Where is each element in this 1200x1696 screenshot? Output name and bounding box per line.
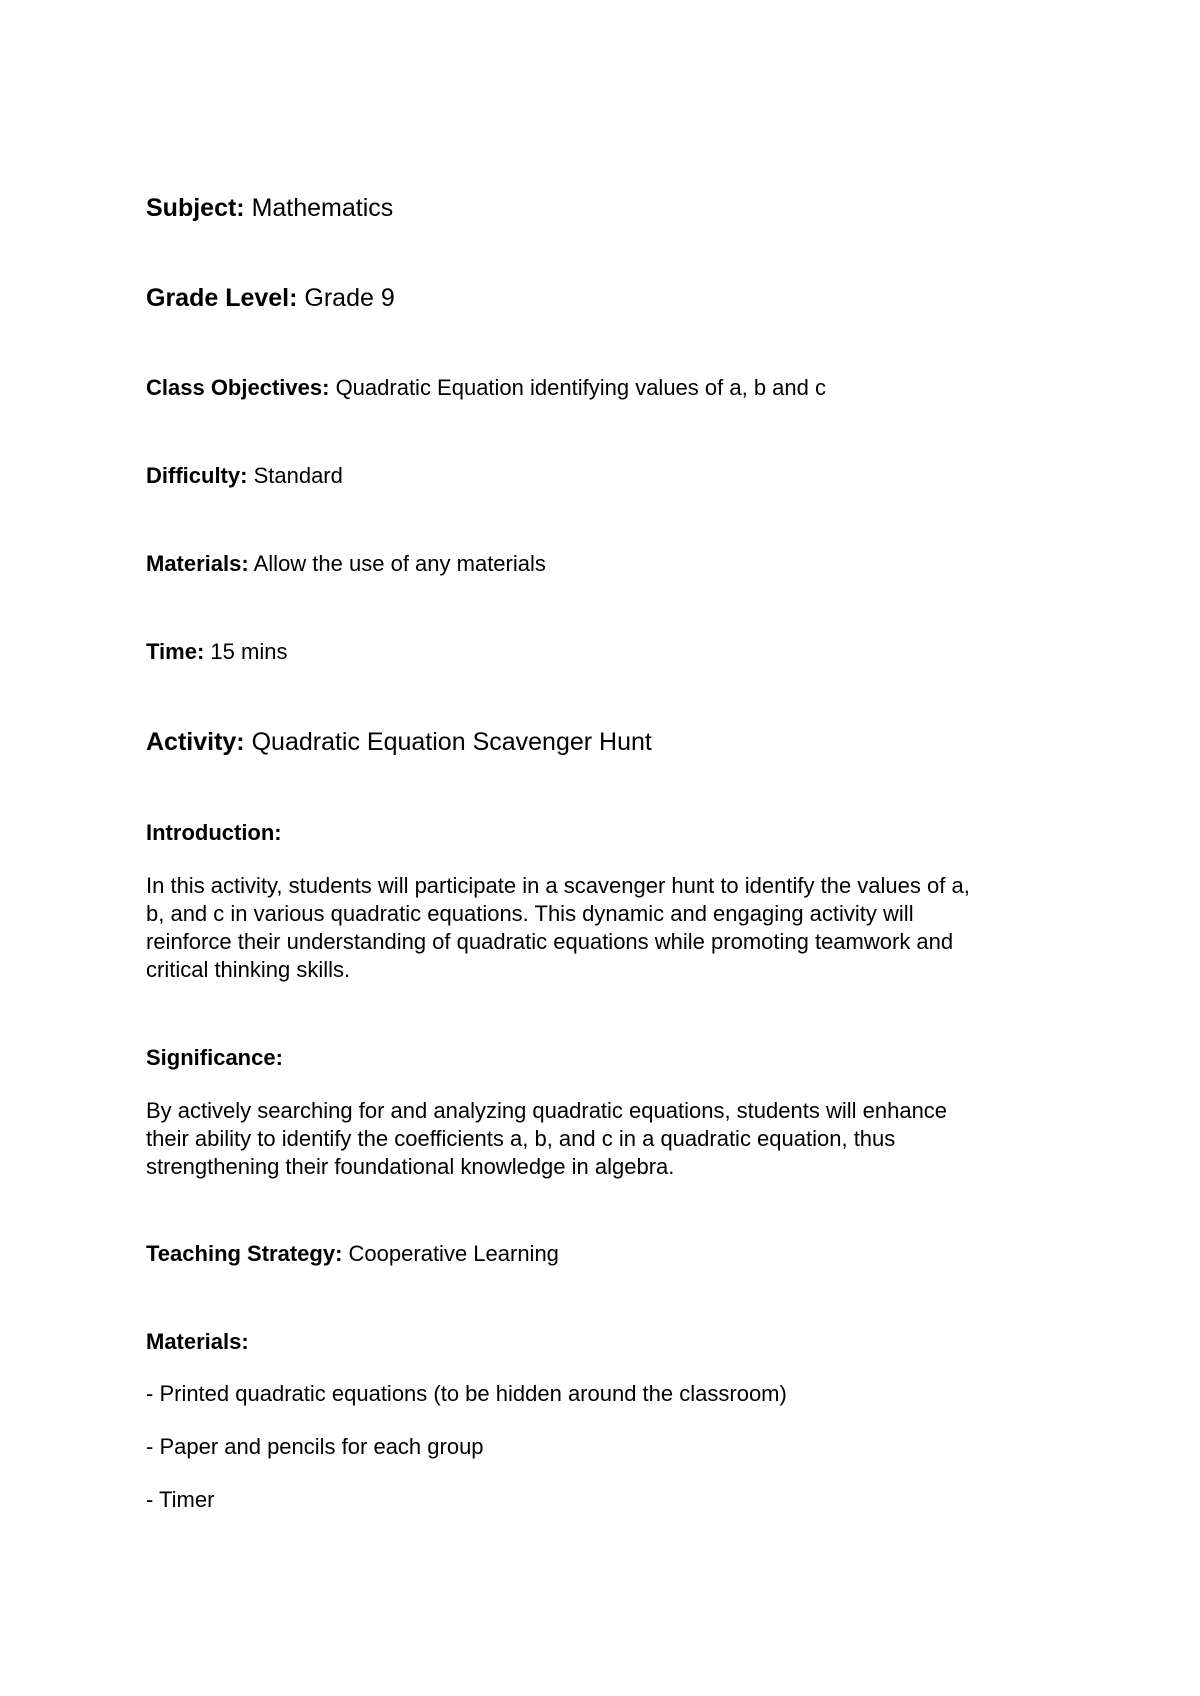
significance-line: their ability to identify the coefficients a, b, and c in a quadratic equation, thus [146,1126,896,1151]
significance-line: By actively searching for and analyzing quadratic equations, students will enhance [146,1098,948,1123]
teaching-strategy-label: Teaching Strategy: [146,1241,343,1266]
difficulty-label: Difficulty: [146,463,248,488]
subject-value: Mathematics [251,194,394,222]
grade-level-line [146,286,395,311]
activity-line [146,730,652,755]
class-objectives-label: Class Objectives: [146,375,330,400]
time-value: 15 mins [210,639,288,664]
difficulty-line [146,465,343,487]
grade-level-label: Grade Level: [146,284,298,312]
class-objectives-value: Quadratic Equation identifying values of a, b and c [335,375,826,400]
difficulty-value: Standard [253,463,343,488]
materials-list-item: - Printed quadratic equations (to be hidden around the classroom) [146,1381,787,1406]
teaching-strategy-value: Cooperative Learning [348,1241,559,1266]
introduction-line: reinforce their understanding of quadratic equations while promoting teamwork and [146,929,954,954]
time-line [146,641,287,663]
significance-line: strengthening their foundational knowledge in algebra. [146,1154,675,1179]
introduction-line: critical thinking skills. [146,957,351,982]
class-objectives-line [146,377,826,399]
grade-level-value: Grade 9 [304,284,395,312]
significance-paragraph [146,1097,1076,1181]
subject-label: Subject: [146,194,245,222]
introduction-heading: Introduction: [146,820,282,845]
introduction-line: In this activity, students will participate in a scavenger hunt to identify the values of a, [146,873,970,898]
materials-short-value: Allow the use of any materials [253,551,546,576]
subject-line [146,196,393,221]
introduction-paragraph [146,872,1076,984]
activity-value: Quadratic Equation Scavenger Hunt [251,728,652,756]
activity-label: Activity: [146,728,245,756]
materials-short-line [146,553,546,575]
significance-heading: Significance: [146,1045,283,1070]
materials-list-item: - Paper and pencils for each group [146,1434,484,1459]
time-label: Time: [146,639,205,664]
teaching-strategy-line [146,1243,559,1265]
materials-list-item: - Timer [146,1487,215,1512]
materials-short-label: Materials: [146,551,249,576]
materials-list-heading: Materials: [146,1329,249,1354]
introduction-line: b, and c in various quadratic equations. This dynamic and engaging activity will [146,901,914,926]
